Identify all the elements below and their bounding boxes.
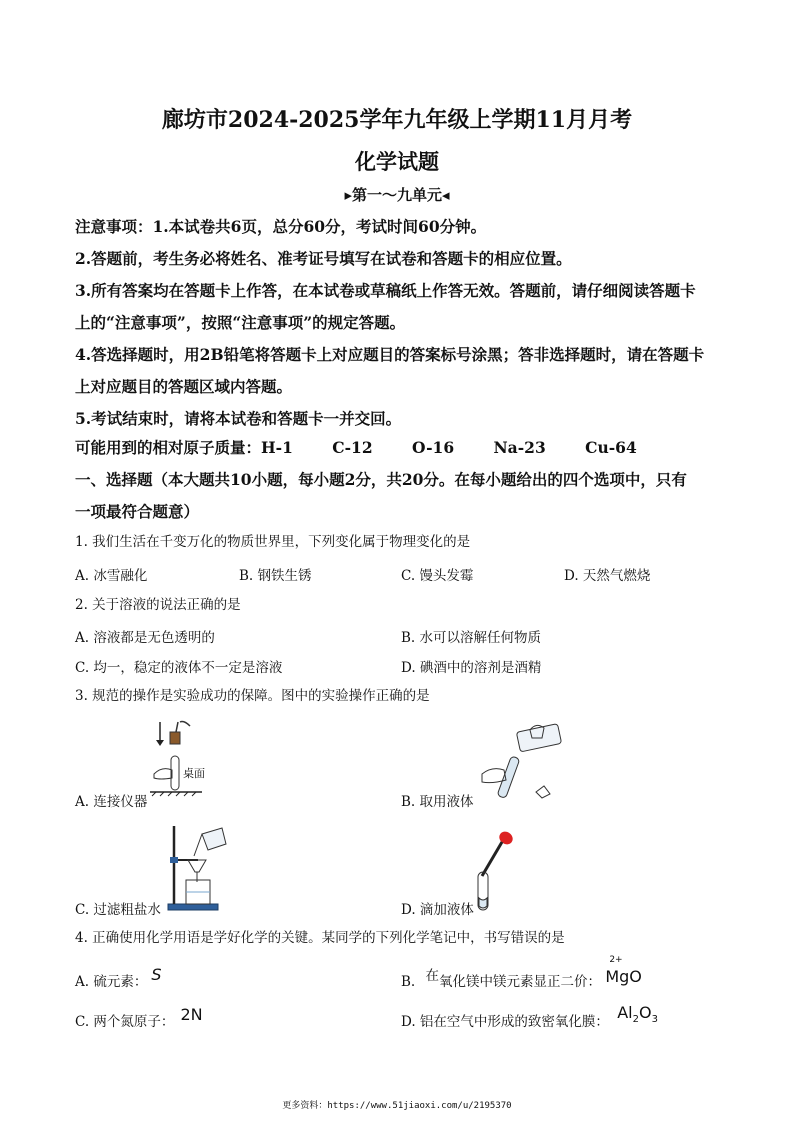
note-3b: 上的“注意事项”，按照“注意事项”的规定答题。 (75, 313, 406, 332)
q4-option-c-text: C. 两个氮原子： (75, 1014, 175, 1030)
mass-c: C-12 (332, 438, 373, 457)
atomic-masses (75, 438, 725, 458)
alumina-sub-2: 3 (651, 1014, 658, 1026)
mass-o: O-16 (412, 438, 455, 457)
mass-na: Na-23 (493, 438, 546, 457)
figure-connect-apparatus (150, 718, 220, 802)
q4-stem: 4. 正确使用化学用语是学好化学的关键。某同学的下列化学笔记中，书写错误的是 (75, 930, 565, 946)
q2-option-a: A. 溶液都是无色透明的 (75, 630, 215, 646)
two-nitrogen-formula: 2N (180, 1005, 203, 1024)
magnesium-oxide-formula (605, 955, 642, 986)
note-5: 5.考试结束时，请将本试卷和答题卡一并交回。 (75, 409, 402, 428)
magnesium-oxide-text: MgO (605, 967, 642, 986)
note-4a: 4.答选择题时，用2B铅笔将答题卡上对应题目的答案标号涂黑；答非选择题时，请在答题卡 (75, 345, 705, 364)
q1-option-a: A. 冰雪融化 (75, 568, 148, 584)
q2-stem: 2. 关于溶液的说法正确的是 (75, 597, 241, 613)
q2-option-b: B. 水可以溶解任何物质 (401, 630, 542, 646)
sulfur-symbol: S (151, 965, 162, 984)
q4-option-b-letter: B. (401, 974, 416, 990)
note-4b: 上对应题目的答题区域内答题。 (75, 377, 293, 396)
exam-scope: ▸第一～九单元◂ (344, 186, 450, 204)
q1-stem: 1. 我们生活在千变万化的物质世界里，下列变化属于物理变化的是 (75, 534, 471, 550)
footer-link[interactable]: 更多资料：https://www.51jiaoxi.com/u/2195370 (282, 1101, 512, 1111)
alumina-o: O (639, 1003, 652, 1022)
exam-subtitle: 化学试题 (355, 149, 439, 174)
mass-label: 可能用到的相对原子质量：H-1 (75, 438, 293, 457)
figure-drop-liquid (470, 828, 520, 914)
exam-title: 廊坊市2024-2025学年九年级上学期11月月考 (161, 107, 633, 133)
q1-option-b: B. 钢铁生锈 (239, 568, 312, 584)
q4-option-d (401, 1003, 658, 1033)
q4-option-d-text: D. 铝在空气中形成的致密氧化膜： (401, 1014, 609, 1030)
q3-option-c: C. 过滤粗盐水 (75, 902, 161, 918)
section-heading-1: 一、选择题（本大题共10小题，每小题2分，共20分。在每小题给出的四个选项中，只有 (75, 470, 687, 489)
figure-a-label: 桌面 (183, 767, 205, 780)
q4-option-a-text: A. 硫元素： (75, 974, 148, 990)
q2-option-c: C. 均一，稳定的液体不一定是溶液 (75, 660, 283, 676)
q3-option-d: D. 滴加液体 (401, 902, 474, 918)
alumina-sub-1: 2 (632, 1014, 639, 1026)
valence-superscript: 2+ (609, 955, 623, 965)
q2-option-d: D. 碘酒中的溶剂是酒精 (401, 660, 542, 676)
q1-option-c: C. 馒头发霉 (401, 568, 474, 584)
q3-option-b: B. 取用液体 (401, 794, 474, 810)
figure-take-liquid (478, 722, 568, 806)
q4-option-b-prefix: 在 (425, 968, 440, 984)
q4-option-b (401, 955, 642, 990)
note-1: 注意事项：1.本试卷共6页，总分60分，考试时间60分钟。 (75, 217, 487, 236)
q3-stem: 3. 规范的操作是实验成功的保障。图中的实验操作正确的是 (75, 688, 430, 704)
mass-cu: Cu-64 (585, 438, 637, 457)
note-2: 2.答题前，考生务必将姓名、准考证号填写在试卷和答题卡的相应位置。 (75, 249, 572, 268)
q4-option-a (75, 965, 162, 990)
alumina-formula (617, 1003, 658, 1026)
q4-option-b-text: 氧化镁中镁元素显正二价： (439, 974, 602, 990)
q3-option-a: A. 连接仪器 (75, 794, 148, 810)
q4-option-c (75, 1005, 203, 1030)
alumina-al: Al (617, 1003, 633, 1022)
q1-option-d: D. 天然气燃烧 (564, 568, 651, 584)
figure-filter-brine (158, 820, 230, 912)
note-3a: 3.所有答案均在答题卡上作答，在本试卷或草稿纸上作答无效。答题前，请仔细阅读答题卡 (75, 281, 696, 300)
section-heading-2: 一项最符合题意） (75, 502, 200, 521)
